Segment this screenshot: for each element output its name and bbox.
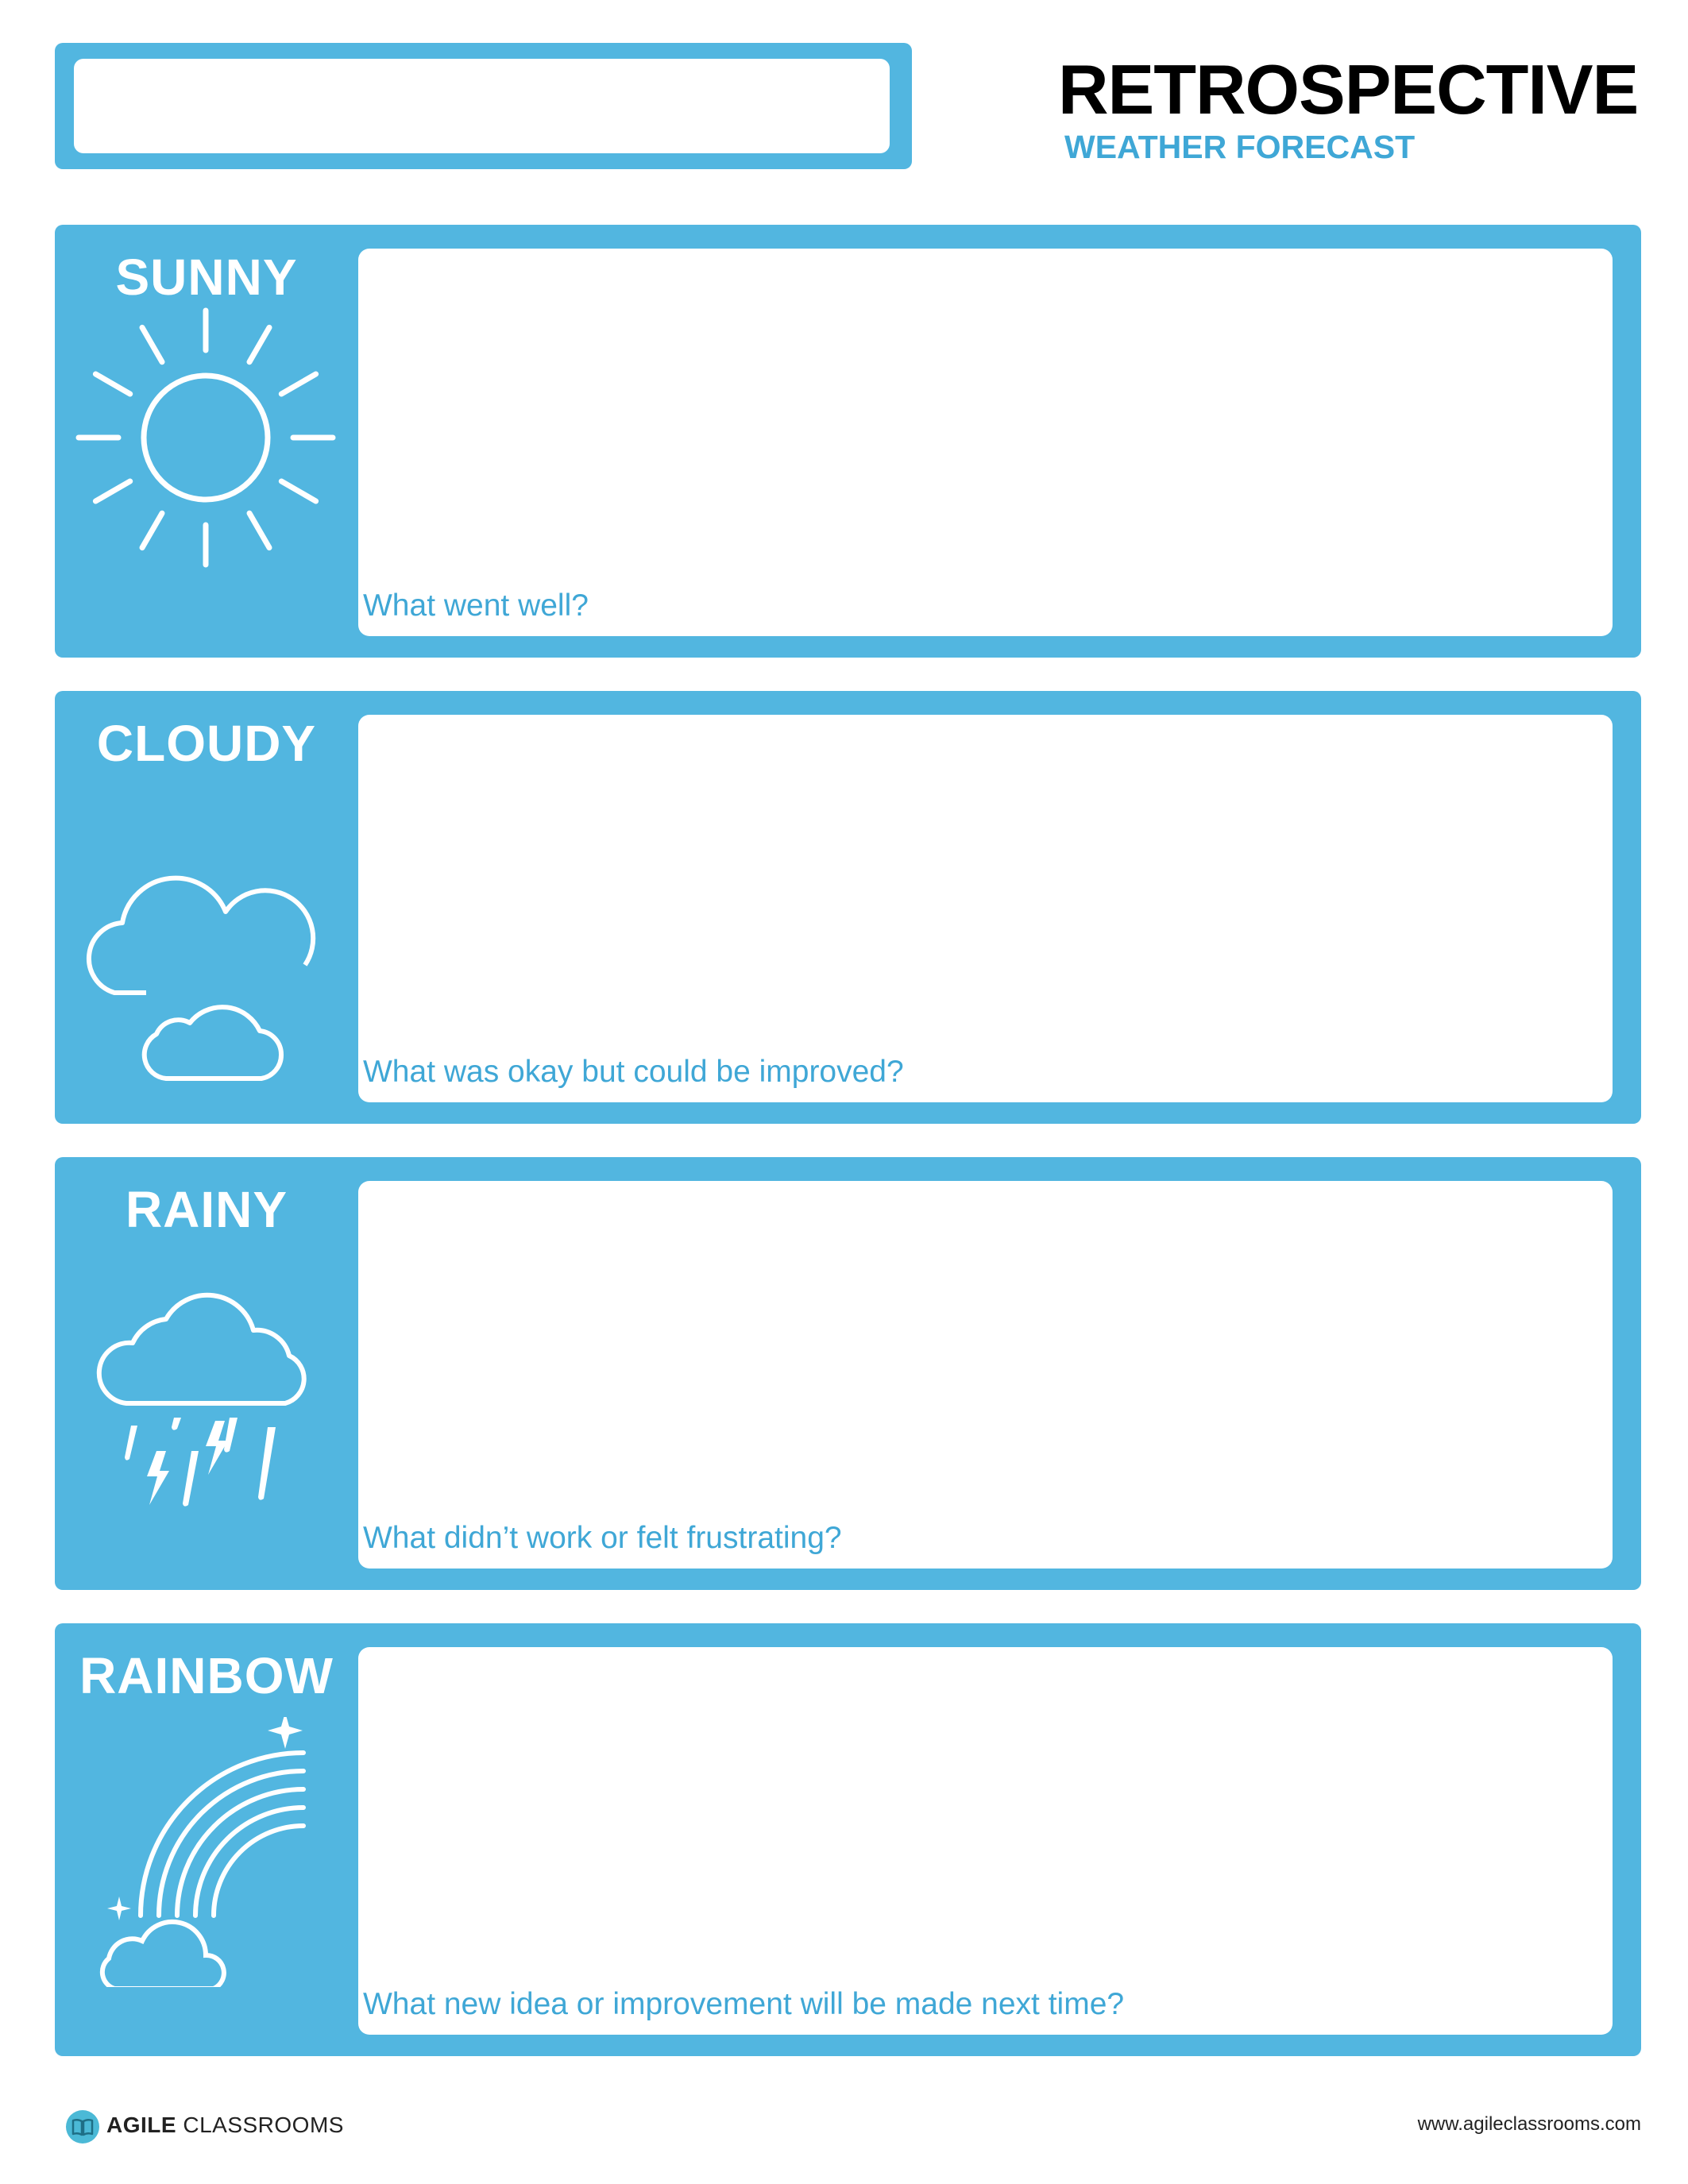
- rainbow-icon: [71, 1717, 341, 1987]
- name-field-frame: [55, 43, 912, 169]
- sun-icon: [71, 303, 341, 573]
- answer-area-cloudy[interactable]: [358, 715, 1613, 1102]
- section-sunny: [55, 225, 1641, 658]
- prompt-sunny: What went well?: [363, 588, 589, 623]
- section-title-rainy: RAINY: [125, 1181, 288, 1238]
- answer-area-rainbow[interactable]: [358, 1647, 1613, 2035]
- section-rainbow: [55, 1623, 1641, 2056]
- prompt-cloudy: What was okay but could be improved?: [363, 1055, 904, 1089]
- open-book-icon: [65, 2109, 100, 2144]
- section-title-cloudy: CLOUDY: [96, 715, 317, 772]
- rain-cloud-icon: [71, 1292, 341, 1562]
- footer-brand-regular: CLASSROOMS: [183, 2113, 344, 2137]
- footer-url[interactable]: www.agileclassrooms.com: [1417, 2113, 1641, 2135]
- footer-brand-bold: AGILE: [106, 2113, 177, 2137]
- section-rainy: [55, 1157, 1641, 1590]
- footer-brand: [106, 2113, 344, 2138]
- section-title-rainbow: RAINBOW: [79, 1647, 334, 1704]
- clouds-icon: [71, 826, 341, 1096]
- prompt-rainbow: What new idea or improvement will be made next time?: [363, 1987, 1125, 2021]
- section-cloudy: [55, 691, 1641, 1124]
- prompt-rainy: What didn’t work or felt frustrating?: [363, 1521, 842, 1555]
- page-subtitle: WEATHER FORECAST: [1064, 129, 1416, 165]
- section-title-sunny: SUNNY: [115, 249, 298, 306]
- answer-area-sunny[interactable]: [358, 249, 1613, 636]
- page-title: RETROSPECTIVE: [1058, 50, 1639, 129]
- answer-area-rainy[interactable]: [358, 1181, 1613, 1569]
- name-input[interactable]: [74, 59, 890, 153]
